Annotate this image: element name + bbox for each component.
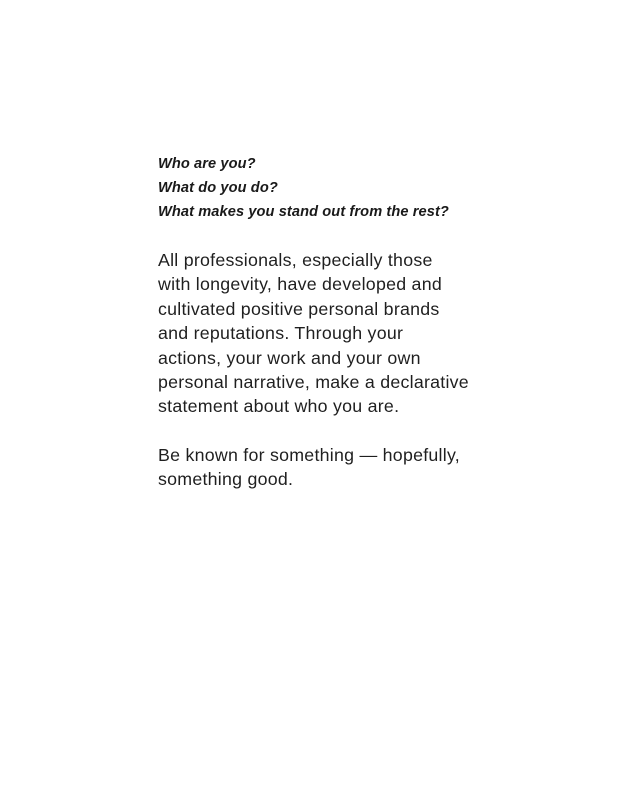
paragraph-line: and reputations. Through your [158,323,404,344]
paragraph-line: All professionals, especially those [158,250,433,270]
paragraph-line: statement about who you are. [158,396,400,417]
body-paragraph-1 [158,248,528,419]
question-what: What do you do? [158,180,278,196]
paragraph-line: personal narrative, make a declarative [158,372,469,393]
page-content [158,152,528,516]
question-stand-out: What makes you stand out from the rest? [158,204,449,220]
paragraph-line: Be known for something — hopefully, [158,444,460,465]
body-paragraph-2 [158,443,528,492]
paragraph-line: cultivated positive personal brands [158,298,440,319]
question-who: Who are you? [158,156,256,172]
paragraph-line: actions, your work and your own [158,347,421,368]
paragraph-line: with longevity, have developed and [158,274,442,295]
paragraph-line: something good. [158,469,294,490]
question-list [158,152,528,224]
